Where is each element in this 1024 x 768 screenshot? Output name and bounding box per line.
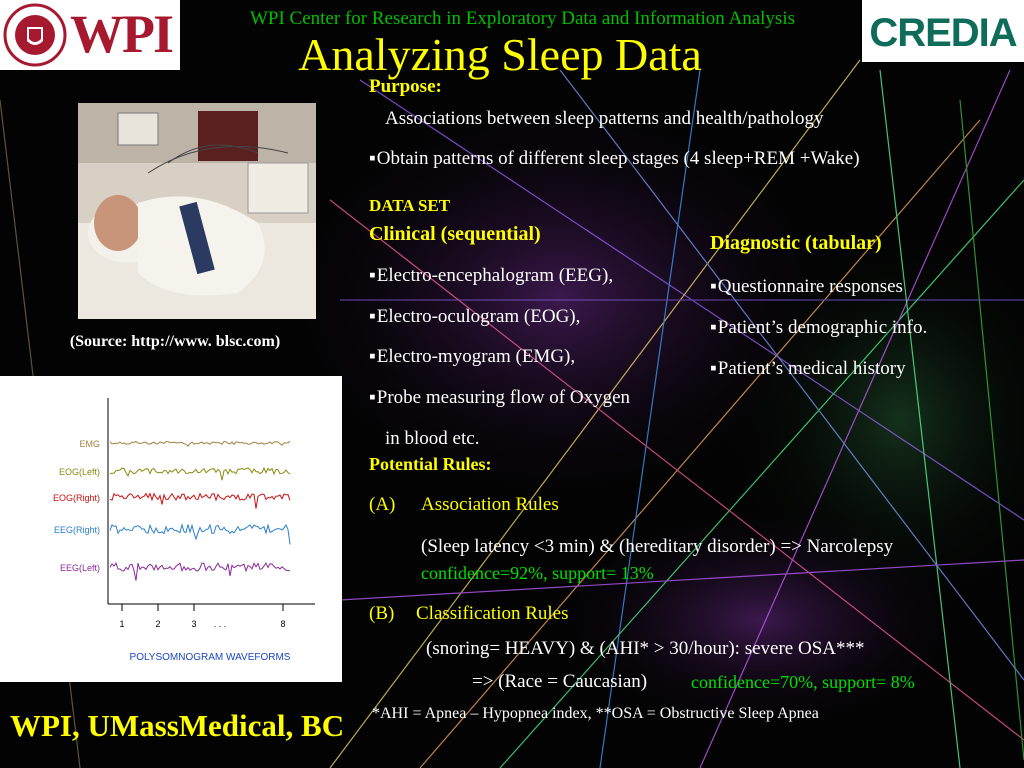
poly-channel-label: EEG(Left) [59,563,100,573]
diagnostic-item: ▪ Patient’s demographic info. [710,317,927,339]
diagnostic-item: ▪ Patient’s medical history [710,358,906,380]
rule-a-text: (Sleep latency <3 min) & (hereditary disorder) => Narcolepsy [421,536,894,557]
slide-title: Analyzing Sleep Data [298,29,702,80]
poly-channel-label: EOG(Left) [58,467,100,477]
rule-a-title: Association Rules [421,494,559,515]
diagnostic-item: ▪ Questionnaire responses [710,276,903,298]
rule-a-metrics: confidence=92%, support= 13% [421,563,654,583]
diagnostic-heading: Diagnostic (tabular) [710,232,882,254]
poly-channel-label: EOG(Right) [52,493,100,503]
rule-a-label: (A) [369,494,396,515]
poly-channel-label: EMG [79,439,100,449]
rule-b-text-2: => (Race = Caucasian) [472,671,648,692]
institution-line: WPI Center for Research in Exploratory Data and Information Analysis [249,8,796,29]
poly-waveform [110,563,290,581]
wpi-logo [0,0,180,70]
clinical-heading: Clinical (sequential) [369,223,541,245]
rule-b-label: (B) [369,603,395,624]
poly-waveform [110,494,290,509]
credia-logo [862,0,1024,62]
poly-tick-label: 1 [119,619,125,629]
poly-tick-label: . . . [213,619,227,629]
dataset-heading: DATA SET [369,196,451,215]
rule-b-title: Classification Rules [416,603,569,624]
rule-b-metrics: confidence=70%, support= 8% [691,672,915,692]
photo-source-caption: (Source: http://www. blsc.com) [69,333,281,350]
poly-tick-label: 8 [280,619,286,629]
polysomnogram-figure [0,376,342,682]
clinical-item: ▪ Probe measuring flow of Oxygen [369,387,630,409]
poly-waveform [110,468,290,480]
poly-caption: POLYSOMNOGRAM WAVEFORMS [129,652,291,663]
sleep-study-photo [78,103,316,319]
affiliations: WPI, UMassMedical, BC [10,708,345,743]
clinical-item: ▪ Electro-oculogram (EOG), [369,306,580,328]
poly-tick-label: 3 [191,619,197,629]
credia-logo-text: CREDIA [869,11,1017,55]
clinical-continuation: in blood etc. [385,428,480,449]
purpose-line-1: Associations between sleep patterns and health/pathology [385,108,824,129]
purpose-line-2: ▪ Obtain patterns of different sleep stages (4 sleep+REM +Wake) [369,148,860,170]
abbreviation-footnote: *AHI = Apnea – Hypopnea index, **OSA = Obstructive Sleep Apnea [372,705,819,722]
rules-heading: Potential Rules: [369,454,492,474]
wpi-seal-icon [3,3,67,67]
clinical-item: ▪ Electro-myogram (EMG), [369,346,575,368]
poly-tick-label: 2 [155,619,161,629]
poly-waveform [110,442,290,447]
poly-channel-label: EEG(Right) [53,525,100,535]
clinical-item: ▪ Electro-encephalogram (EEG), [369,265,613,287]
poly-waveform [110,525,290,545]
wpi-logo-text: WPI [70,4,172,64]
purpose-heading: Purpose: [369,76,442,97]
rule-b-text-1: (snoring= HEAVY) & (AHI* > 30/hour): severe OSA*** [426,638,865,659]
